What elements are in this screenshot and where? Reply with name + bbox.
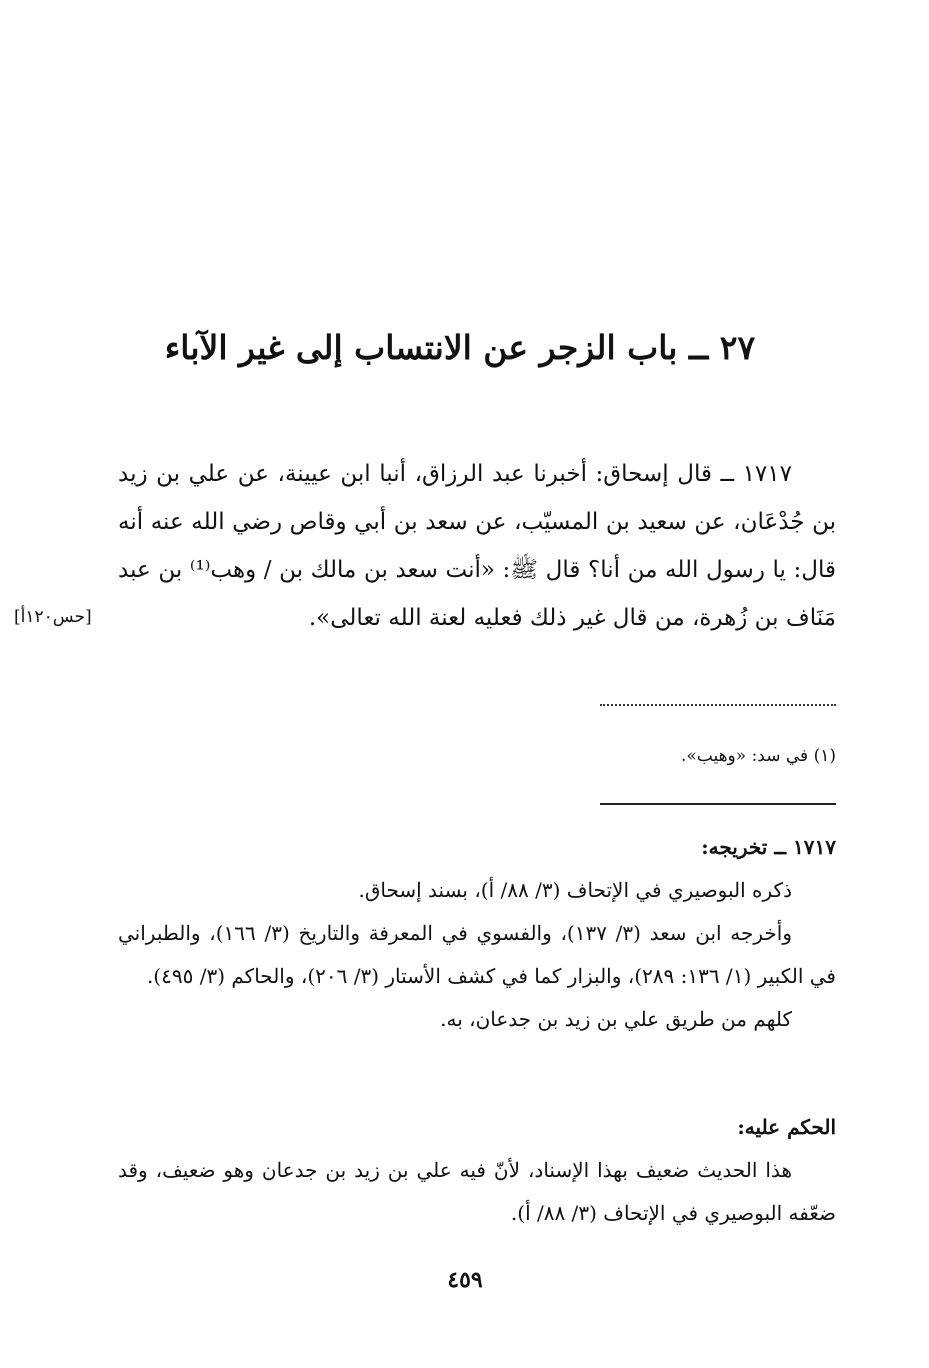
hukm-heading: الحكم عليه: <box>737 1115 836 1139</box>
footnote-divider <box>600 704 836 706</box>
margin-manuscript-note: [حس١٢٠أ] <box>14 607 92 627</box>
page-number: ٤٥٩ <box>447 1267 483 1293</box>
takhrij-line: كلهم من طريق علي بن زيد بن جدعان، به. <box>440 1007 792 1031</box>
takhrij-line: وأخرجه ابن سعد (٣/ ١٣٧)، والفسوي في المعرفة والتاريخ (٣/ ١٦٦)، والطبراني في الكبير (١/ ١٣٦: ٢٨٩)، والبزار كما في كشف الأستار (٣/ ٢٠٦)، والحاكم (٣/ ٤٩٥). <box>118 921 836 988</box>
takhrij-section <box>118 826 836 1041</box>
footnote: (١) في سد: «وهيب». <box>680 746 836 766</box>
takhrij-line: ذكره البوصيري في الإتحاف (٣/ ٨٨/ أ)، بسند إسحاق. <box>358 878 792 902</box>
hukm-section <box>118 1106 836 1235</box>
hukm-text: هذا الحديث ضعيف بهذا الإسناد، لأنّ فيه علي بن زيد بن جدعان وهو ضعيف، وقد ضعّفه البوصيري في الإتحاف (٣/ ٨٨/ أ). <box>118 1158 836 1225</box>
hadith-paragraph: ١٧١٧ ــ قال إسحاق: أخبرنا عبد الرزاق، أنبا ابن عيينة، عن علي بن زيد بن جُدْعَان، عن سعيد بن المسيّب، عن سعد بن أبي وقاص رضي الله عنه أنه قال: يا رسول الله من أنا؟ قال ﷺ: «أنت سعد بن مالك بن / وهب⁽¹⁾ بن عبد مَنَاف بن زُهرة، من قال غير ذلك فعليه لعنة الله تعالى». <box>118 461 836 631</box>
hadith-text-block <box>118 450 836 642</box>
chapter-title: ٢٧ ــ باب الزجر عن الانتساب إلى غير الآباء <box>164 328 756 367</box>
section-separator <box>600 803 836 805</box>
takhrij-heading: ١٧١٧ ــ تخريجه: <box>701 835 836 859</box>
